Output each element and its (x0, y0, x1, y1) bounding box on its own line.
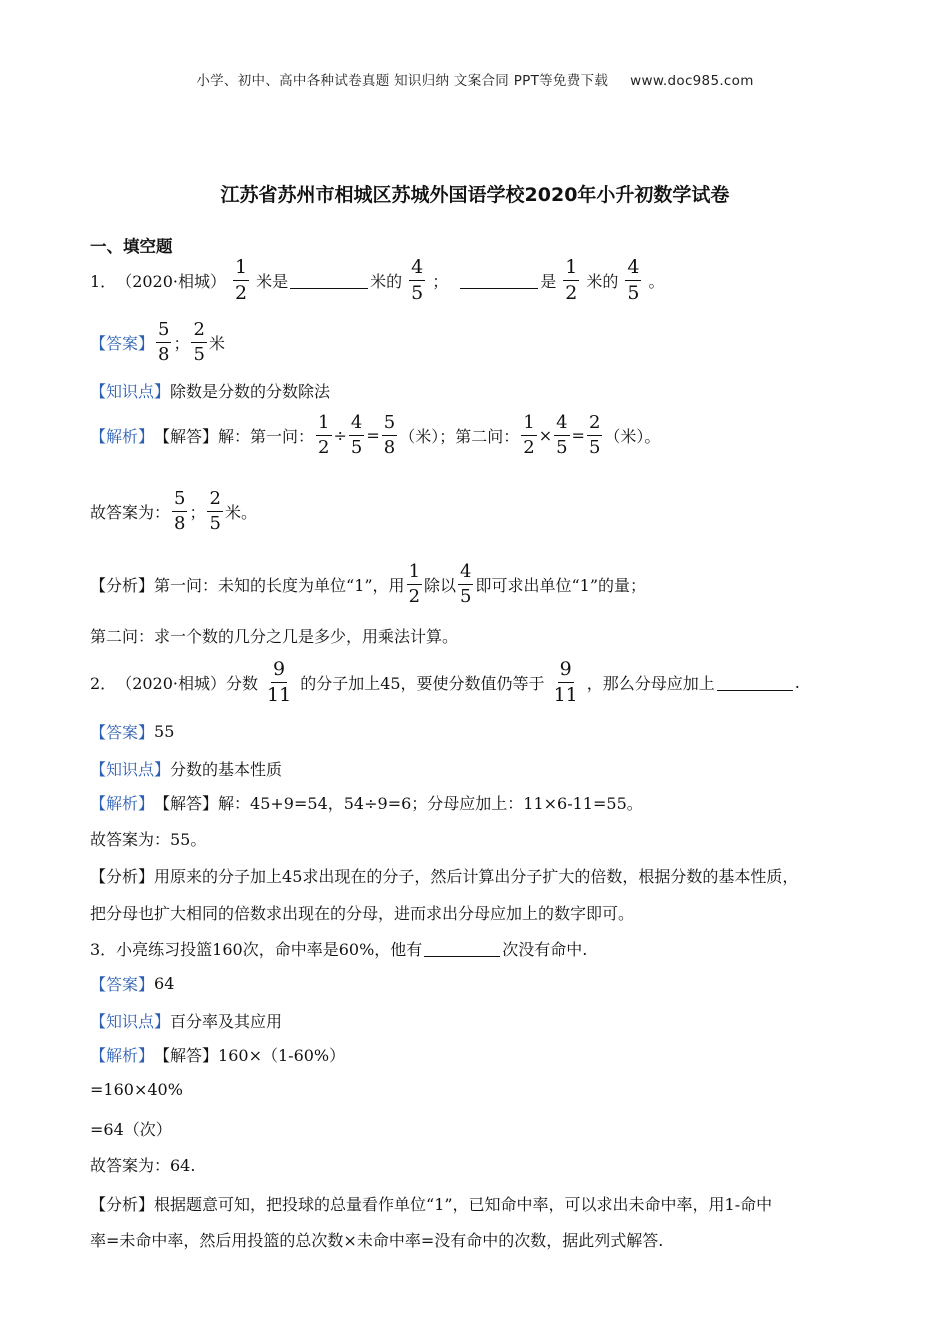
q3-knowledge: 【知识点】 百分率及其应用 (90, 1012, 283, 1031)
q1-number: 1． (90, 272, 117, 291)
answer-blank[interactable] (424, 940, 500, 957)
page-title: 江苏省苏州市相城区苏城外国语学校2020年小升初数学试卷 (220, 184, 730, 206)
section-heading: 一、填空题 (90, 237, 173, 256)
q2-reason-2: 把分母也扩大相同的倍数求出现在的分母，进而求出分母应加上的数字即可。 (90, 904, 635, 923)
q2-solution: 【解析】 【解答】 解：45+9=54，54÷9=6；分母应加上：11×6-11=55。 (90, 794, 643, 813)
answer-blank[interactable] (460, 272, 538, 289)
frac-1-2: $\frac{1}{2}$ (235, 256, 248, 304)
header-url[interactable]: www.doc985.com (630, 73, 754, 89)
q1-answer: 【答案】 $\frac{5}{8}$ ； $\frac{2}{5}$ 米 (90, 319, 225, 365)
q3-solution-3: =64（次） (90, 1120, 172, 1139)
q3-answer: 【答案】 64 (90, 974, 175, 994)
frac-4-5: $\frac{4}{5}$ (411, 256, 424, 304)
q1-reason: 【分析】 第一问：未知的长度为单位“1”，用 $\frac{1}{2}$ 除以 $\frac{4}{5}$ 即可求出单位“1”的量； (90, 561, 647, 607)
q2-knowledge: 【知识点】 分数的基本性质 (90, 760, 283, 779)
q3-solution-2: =160×40% (90, 1080, 183, 1099)
q2-reason: 【分析】 用原来的分子加上45求出现在的分子，然后计算出分子扩大的倍数，根据分数的基本性质， (90, 867, 799, 886)
q1-final: 故答案为： $\frac{5}{8}$ ； $\frac{2}{5}$ 米。 (90, 488, 257, 534)
header-text: 小学、初中、高中各种试卷真题 知识归纳 文案合同 PPT等免费下载 (196, 73, 609, 89)
frac-9-11: $\frac{9}{11}$ (553, 658, 578, 706)
answer-tag: 【答案】 (90, 334, 155, 353)
q1-source: （2020·相城） (116, 272, 226, 291)
q3-reason-2: 率=未命中率，然后用投篮的总次数×未命中率=没有命中的次数，据此列式解答. (90, 1231, 664, 1250)
frac-1-2: $\frac{1}{2}$ (565, 256, 578, 304)
q2-final: 故答案为：55。 (90, 830, 207, 849)
analysis-tag: 【解析】 (90, 427, 155, 446)
answer-blank[interactable] (717, 674, 793, 691)
page-header (0, 69, 950, 89)
q3-final: 故答案为：64. (90, 1156, 196, 1175)
q1-question: 1． （2020·相城） $\frac{1}{2}$ 米是 米的 $\frac{4}{5}$ ； 是 $\frac{1}{2}$ 米的 $\frac{4}{5}$ 。 (90, 256, 665, 304)
knowledge-tag: 【知识点】 (90, 382, 171, 401)
q1-knowledge: 【知识点】 除数是分数的分数除法 (90, 379, 330, 402)
q2-answer: 【答案】 55 (90, 722, 175, 742)
answer-blank[interactable] (290, 272, 368, 289)
q1-solution: 【解析】 【解答】 解：第一问： $\frac{1}{2}$ ÷ $\frac{4}{5}$ = $\frac{5}{8}$ （米）；第二问： $\frac{1}{2}$ × $\frac{4}{5}$ = $\frac{2}{5}$ （米）。 (90, 412, 661, 458)
q2-question: 2． （2020·相城）分数 $\frac{9}{11}$ 的分子加上45，要使分数值仍等于 $\frac{9}{11}$ ，那么分母应加上 . (90, 658, 800, 706)
frac-9-11: $\frac{9}{11}$ (267, 658, 292, 706)
frac-4-5: $\frac{4}{5}$ (627, 256, 640, 304)
q1-reason-2: 第二问：求一个数的几分之几是多少，用乘法计算。 (90, 627, 459, 646)
q3-question: 3．小亮练习投篮160次，命中率是60%，他有 次没有命中. (90, 940, 588, 959)
q3-solution: 【解析】 【解答】 160×（1-60%） (90, 1046, 346, 1065)
q3-reason: 【分析】 根据题意可知，把投球的总量看作单位“1”，已知命中率，可以求出未命中率，用1-命中 (90, 1195, 773, 1214)
